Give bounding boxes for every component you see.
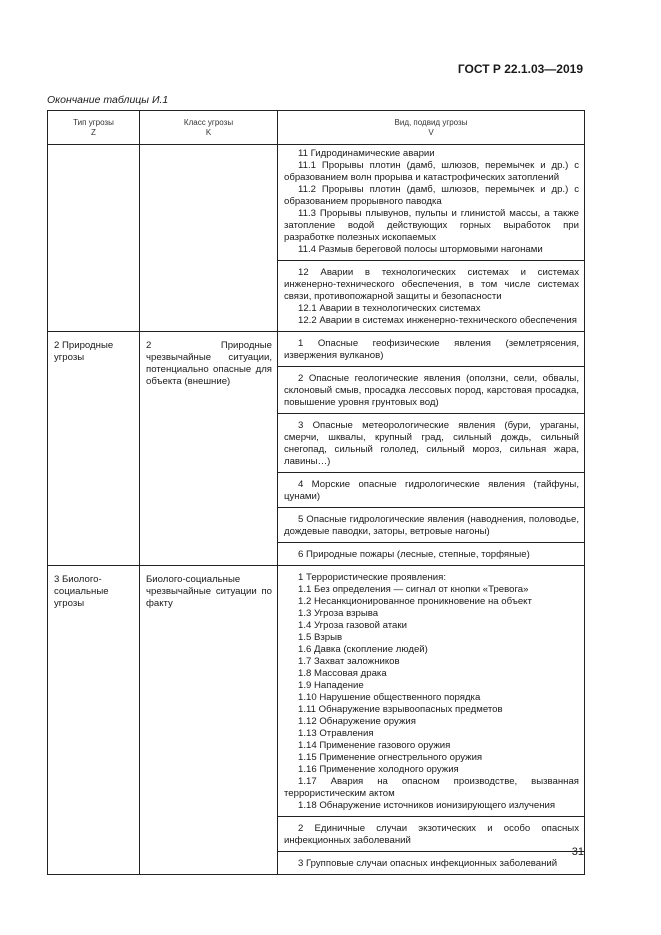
kind-block: 3 Групповые случаи опасных инфекционных заболеваний <box>278 851 584 874</box>
kind-item: 1.5 Взрыв <box>298 632 343 643</box>
kind-block: 2 Единичные случаи экзотических и особо опасных инфекционных заболеваний <box>278 816 584 851</box>
kind-item: 1.16 Применение холодного оружия <box>298 764 459 775</box>
kind-item: 1.13 Отравления <box>298 728 374 739</box>
kind-block: 4 Морские опасные гидрологические явления (тайфуны, цунами) <box>278 472 584 507</box>
threat-table <box>47 110 585 875</box>
col-header-type: Тип угрозы Z <box>48 111 140 145</box>
kind-item: 1.4 Угроза газовой атаки <box>298 620 407 631</box>
kind-block: 2 Опасные геологические явления (оползни, сели, обвалы, склоновый смыв, просадка лессовых пород, карстовая просадка, повышение уровня грунтовых вод) <box>278 366 584 413</box>
kind-item: 1.3 Угроза взрыва <box>298 608 379 619</box>
kind-item: 1.2 Несанкционированное проникновение на объект <box>298 596 532 607</box>
class-cell: 2 Природные чрезвычайные ситуации, потенциально опасные для объекта (внешние) <box>140 332 278 566</box>
document-code: ГОСТ Р 22.1.03—2019 <box>457 62 583 76</box>
kind-item: 12.1 Аварии в технологических системах <box>298 303 481 314</box>
kind-item: 1.12 Обнаружение оружия <box>298 716 416 727</box>
table-row <box>48 332 585 566</box>
type-cell: 2 Природные угрозы <box>48 332 140 566</box>
kind-item: 11.4 Размыв береговой полосы штормовыми нагонами <box>298 244 543 255</box>
kind-title: 1 Террористические проявления: <box>298 572 446 583</box>
kind-block <box>278 566 584 816</box>
kind-item: 1.7 Захват заложников <box>298 656 400 667</box>
kind-item: 1.10 Нарушение общественного порядка <box>298 692 481 703</box>
table-header-row <box>48 111 585 145</box>
kind-block <box>278 260 584 331</box>
col-header-class: Класс угрозы K <box>140 111 278 145</box>
table-caption: Окончание таблицы И.1 <box>47 94 169 106</box>
kind-item: 1.15 Применение огнестрельного оружия <box>298 752 483 763</box>
type-cell-empty <box>48 145 140 332</box>
kind-item: 1.6 Давка (скопление людей) <box>298 644 428 655</box>
kind-block: 6 Природные пожары (лесные, степные, торфяные) <box>278 542 584 565</box>
kind-cell <box>278 332 585 566</box>
kind-block <box>278 145 584 260</box>
type-cell: 3 Биолого-социальные угрозы <box>48 566 140 875</box>
class-cell-empty <box>140 145 278 332</box>
kind-item: 1.11 Обнаружение взрывоопасных предметов <box>298 704 503 715</box>
table-row <box>48 566 585 875</box>
kind-item: 11.3 Прорывы плывунов, пульпы и глинистой массы, а также затопление водой действующих горных выработок при разработке полезных ископаемых <box>284 208 579 243</box>
kind-item: 1.18 Обнаружение источников ионизирующего излучения <box>298 800 556 811</box>
kind-item: 12.2 Аварии в системах инженерно-технического обеспечения <box>298 315 577 326</box>
kind-item: 1.1 Без определения — сигнал от кнопки «Тревога» <box>298 584 529 595</box>
col-header-kind: Вид, подвид угрозы V <box>278 111 585 145</box>
kind-title: 11 Гидродинамические аварии <box>298 148 435 159</box>
kind-block: 5 Опасные гидрологические явления (наводнения, половодье, дождевые паводки, заторы, ветровые нагоны) <box>278 507 584 542</box>
kind-item: 1.14 Применение газового оружия <box>298 740 451 751</box>
kind-item: 1.8 Массовая драка <box>298 668 387 679</box>
kind-item: 1.17 Авария на опасном производстве, вызванная террористическим актом <box>284 776 579 799</box>
class-cell: Биолого-социальные чрезвычайные ситуации по факту <box>140 566 278 875</box>
kind-block: 1 Опасные геофизические явления (землетрясения, извержения вулканов) <box>284 338 579 361</box>
kind-title: 12 Аварии в технологических системах и системах инженерно-технического обеспечения, в том числе системах связи, противопожарной защиты и безопасности <box>284 267 579 302</box>
kind-block: 3 Опасные метеорологические явления (бури, ураганы, смерчи, шквалы, крупный град, сильный дождь, сильный снегопад, сильный гололед, сильный мороз, сильная жара, лавины…) <box>278 413 584 472</box>
kind-item: 1.9 Нападение <box>298 680 364 691</box>
kind-cell <box>278 145 585 332</box>
kind-item: 11.1 Прорывы плотин (дамб, шлюзов, перемычек и др.) с образованием волн прорыва и катастрофических затоплений <box>284 160 579 183</box>
table-row <box>48 145 585 332</box>
kind-cell <box>278 566 585 875</box>
page-number: 31 <box>571 846 584 858</box>
kind-item: 11.2 Прорывы плотин (дамб, шлюзов, перемычек и др.) с образованием прорывного паводка <box>284 184 579 207</box>
